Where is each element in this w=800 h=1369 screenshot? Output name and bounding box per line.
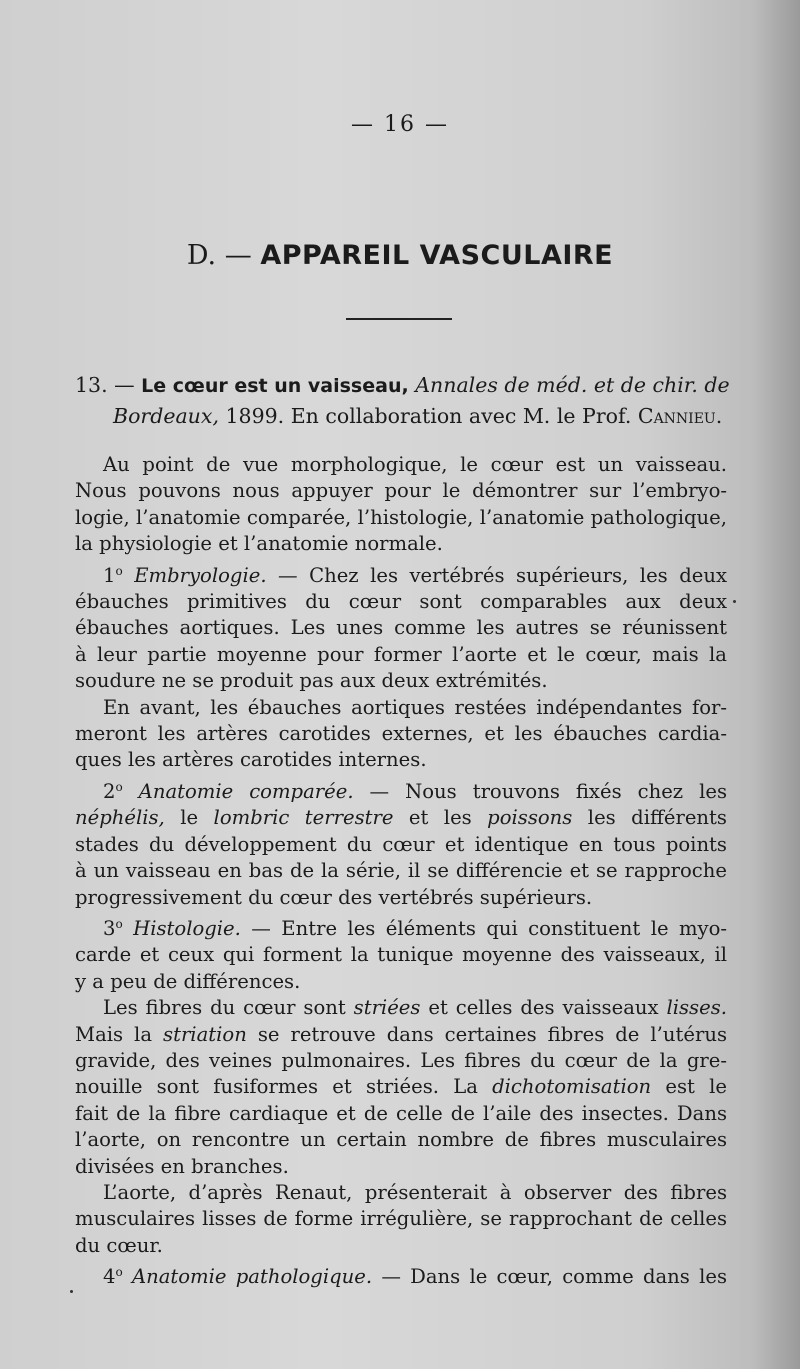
text-fragment: les différents [587, 806, 727, 830]
text-line [75, 911, 727, 942]
emphasis: striation [163, 1022, 247, 1046]
ordinal-number: 2 [103, 779, 116, 803]
emphasis: lisses. [666, 996, 727, 1020]
emphasis: dichotomisation [492, 1075, 652, 1099]
reference-dash: — [114, 373, 135, 397]
reference-journal-cont: Bordeaux, [113, 404, 219, 428]
text-line: fait de la fibre cardiaque et de celle de l’aile des insectes. Dans [75, 1101, 727, 1125]
text-line: du cœur. [75, 1233, 163, 1257]
text-line: En avant, les ébauches aortiques restées indépendantes for- [103, 695, 727, 719]
emphasis: striées [353, 996, 421, 1020]
reference-title: Le cœur est un vaisseau, [141, 375, 409, 397]
text-line: carde et ceux qui forment la tunique moyenne des vaisseaux, il [75, 943, 727, 967]
page-number: — 16 — [351, 112, 449, 137]
text-fragment: Mais la [75, 1022, 153, 1046]
text-line: ébauches primitives du cœur sont comparables aux deux [75, 590, 727, 614]
ordinal-number: 3 [103, 916, 116, 940]
text-line [75, 995, 727, 1021]
text-fragment: et les [408, 806, 472, 830]
subsection-heading: Anatomie comparée. [138, 779, 354, 803]
ordinal-suffix: o [115, 563, 123, 578]
text-fragment: — Dans le cœur, comme dans les [381, 1265, 727, 1289]
paper-speck [70, 1290, 73, 1293]
text-line: soudure ne se produit pas aux deux extrémités. [75, 669, 548, 693]
section-letter: D. [186, 240, 217, 271]
section-dash: — [224, 240, 252, 271]
text-fragment: Les fibres du cœur sont [103, 996, 346, 1020]
section-title: APPAREIL VASCULAIRE [260, 240, 614, 271]
paper-speck [733, 600, 736, 603]
text-line: à un vaisseau en bas de la série, il se différencie et se rapproche [75, 859, 727, 883]
reference-line-1 [75, 370, 730, 401]
body-text [75, 452, 727, 1291]
text-line: musculaires lisses de forme irrégulière, se rapprochant de celles [75, 1207, 727, 1231]
section-heading [0, 240, 800, 271]
text-line: ques les artères carotides internes. [75, 748, 427, 772]
text-line: ébauches aortiques. Les unes comme les autres se réunissent [75, 616, 727, 640]
reference-number: 13. [75, 373, 108, 397]
text-fragment: est le [665, 1075, 727, 1099]
text-fragment: nouille sont fusiformes et striées. La [75, 1075, 478, 1099]
text-fragment: le [180, 806, 199, 830]
text-line: y a peu de différences. [75, 969, 301, 993]
section-divider [346, 318, 452, 320]
subsection-heading: Anatomie pathologique. [131, 1265, 373, 1289]
text-line: Au point de vue morphologique, le cœur est un vaisseau. [103, 453, 727, 476]
text-fragment: — Nous trouvons fixés chez les [369, 779, 727, 803]
reference-journal: Annales de méd. et de chir. de [415, 373, 730, 397]
ordinal-suffix: o [115, 916, 123, 931]
text-fragment: — Chez les vertébrés supérieurs, les deux [278, 563, 728, 587]
text-line: la physiologie et l’anatomie normale. [75, 532, 443, 556]
text-line: stades du développement du cœur et identique en tous points [75, 832, 727, 856]
reference-year: 1899. En collaboration avec M. le Prof. [225, 404, 632, 428]
text-line: logie, l’anatomie comparée, l’histologie, l’anatomie pathologique, [75, 505, 727, 529]
text-line [75, 774, 727, 805]
ordinal-suffix: o [115, 779, 123, 794]
text-line: meront les artères carotides externes, et les ébauches cardia- [75, 722, 727, 746]
ordinal-number: 1 [103, 563, 116, 587]
text-line [75, 1074, 727, 1100]
text-line [75, 805, 727, 831]
text-fragment: et celles des vaisseaux [428, 996, 659, 1020]
species-name: lombric terrestre [213, 806, 394, 830]
text-line: divisées en branches. [75, 1154, 289, 1178]
subsection-heading: Embryologie. [134, 563, 267, 587]
text-fragment: se retrouve dans certaines fibres de l’utérus [257, 1022, 728, 1046]
text-line: gravide, des veines pulmonaires. Les fibres du cœur de la gre- [75, 1048, 727, 1072]
subsection-heading: Histologie. [133, 916, 241, 940]
text-line: L’aorte, d’après Renaut, présenterait à observer des fibres [103, 1180, 727, 1204]
text-fragment: — Entre les éléments qui constituent le myo- [251, 916, 728, 940]
text-line [75, 1259, 727, 1290]
text-line: Nous pouvons nous appuyer pour le démontrer sur l’embryo- [75, 479, 727, 503]
text-line [75, 558, 727, 589]
reference-line-2 [75, 401, 730, 431]
text-line: à leur partie moyenne pour former l’aorte et le cœur, mais la [75, 642, 727, 666]
bibliographic-reference [75, 370, 730, 431]
reference-author: Cannieu. [637, 404, 723, 428]
text-line: progressivement du cœur des vertébrés supérieurs. [75, 885, 593, 909]
species-name: néphélis, [75, 806, 165, 830]
ordinal-number: 4 [103, 1265, 116, 1289]
text-line [75, 1022, 727, 1048]
ordinal-suffix: o [115, 1265, 123, 1280]
text-line: l’aorte, on rencontre un certain nombre de fibres musculaires [75, 1128, 727, 1152]
species-name: poissons [487, 806, 573, 830]
